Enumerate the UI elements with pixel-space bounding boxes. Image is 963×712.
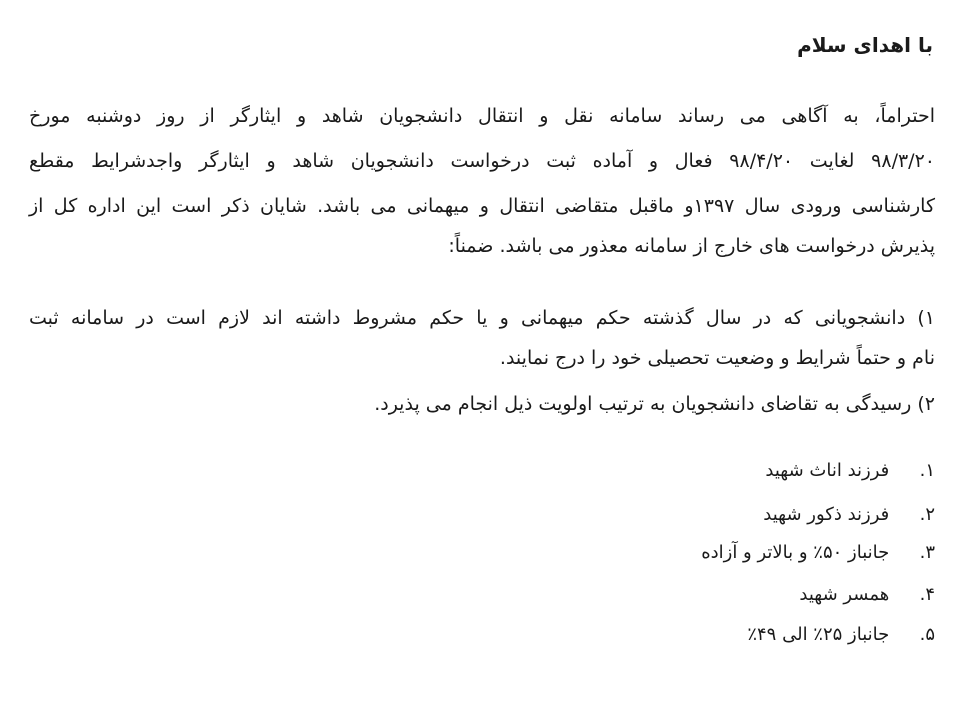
greeting-heading: با اهدای سلام — [797, 33, 933, 57]
note-1-line-2: نام و حتماً شرایط و وضعیت تحصیلی خود را درج نمایند. — [499, 347, 935, 369]
priority-text: جانباز ۵۰٪ و بالاتر و آزاده — [701, 542, 890, 563]
priority-item-4 — [799, 582, 935, 608]
intro-line-3: کارشناسی ورودی سال ۱۳۹۷و ماقبل متقاضی انتقال و میهمانی می باشد. شایان ذکر است این اداره کل از — [29, 195, 936, 217]
priority-item-2 — [763, 502, 935, 528]
intro-line-1: احتراماً، به آگاهی می رساند سامانه نقل و انتقال دانشجویان شاهد و ایثارگر از روز دوشنبه مورخ — [29, 105, 935, 127]
priority-item-1 — [765, 458, 935, 484]
priority-number: ۲. — [919, 504, 935, 525]
priority-text: همسر شهید — [799, 584, 890, 605]
priority-number: ۱. — [919, 460, 935, 481]
priority-number: ۴. — [919, 584, 935, 605]
intro-line-2: ۹۸/۳/۲۰ لغایت ۹۸/۴/۲۰ فعال و آماده ثبت درخواست دانشجویان شاهد و ایثارگر واجدشرایط مقطع — [29, 150, 935, 172]
note-1-line-1: ۱) دانشجویانی که در سال گذشته حکم میهمانی و یا حکم مشروط داشته اند لازم است در سامانه ثبت — [29, 307, 935, 329]
intro-line-4: پذیرش درخواست های خارج از سامانه معذور می باشد. ضمناً: — [448, 235, 935, 257]
priority-number: ۵. — [919, 624, 935, 645]
priority-number: ۳. — [919, 542, 935, 563]
priority-text: جانباز ۲۵٪ الی ۴۹٪ — [747, 624, 890, 645]
priority-item-3 — [701, 540, 935, 566]
priority-text: فرزند اناث شهید — [765, 460, 890, 481]
priority-text: فرزند ذکور شهید — [763, 504, 890, 525]
note-2-line: ۲) رسیدگی به تقاضای دانشجویان به ترتیب اولویت ذیل انجام می پذیرد. — [374, 393, 935, 415]
priority-item-5 — [747, 622, 935, 648]
